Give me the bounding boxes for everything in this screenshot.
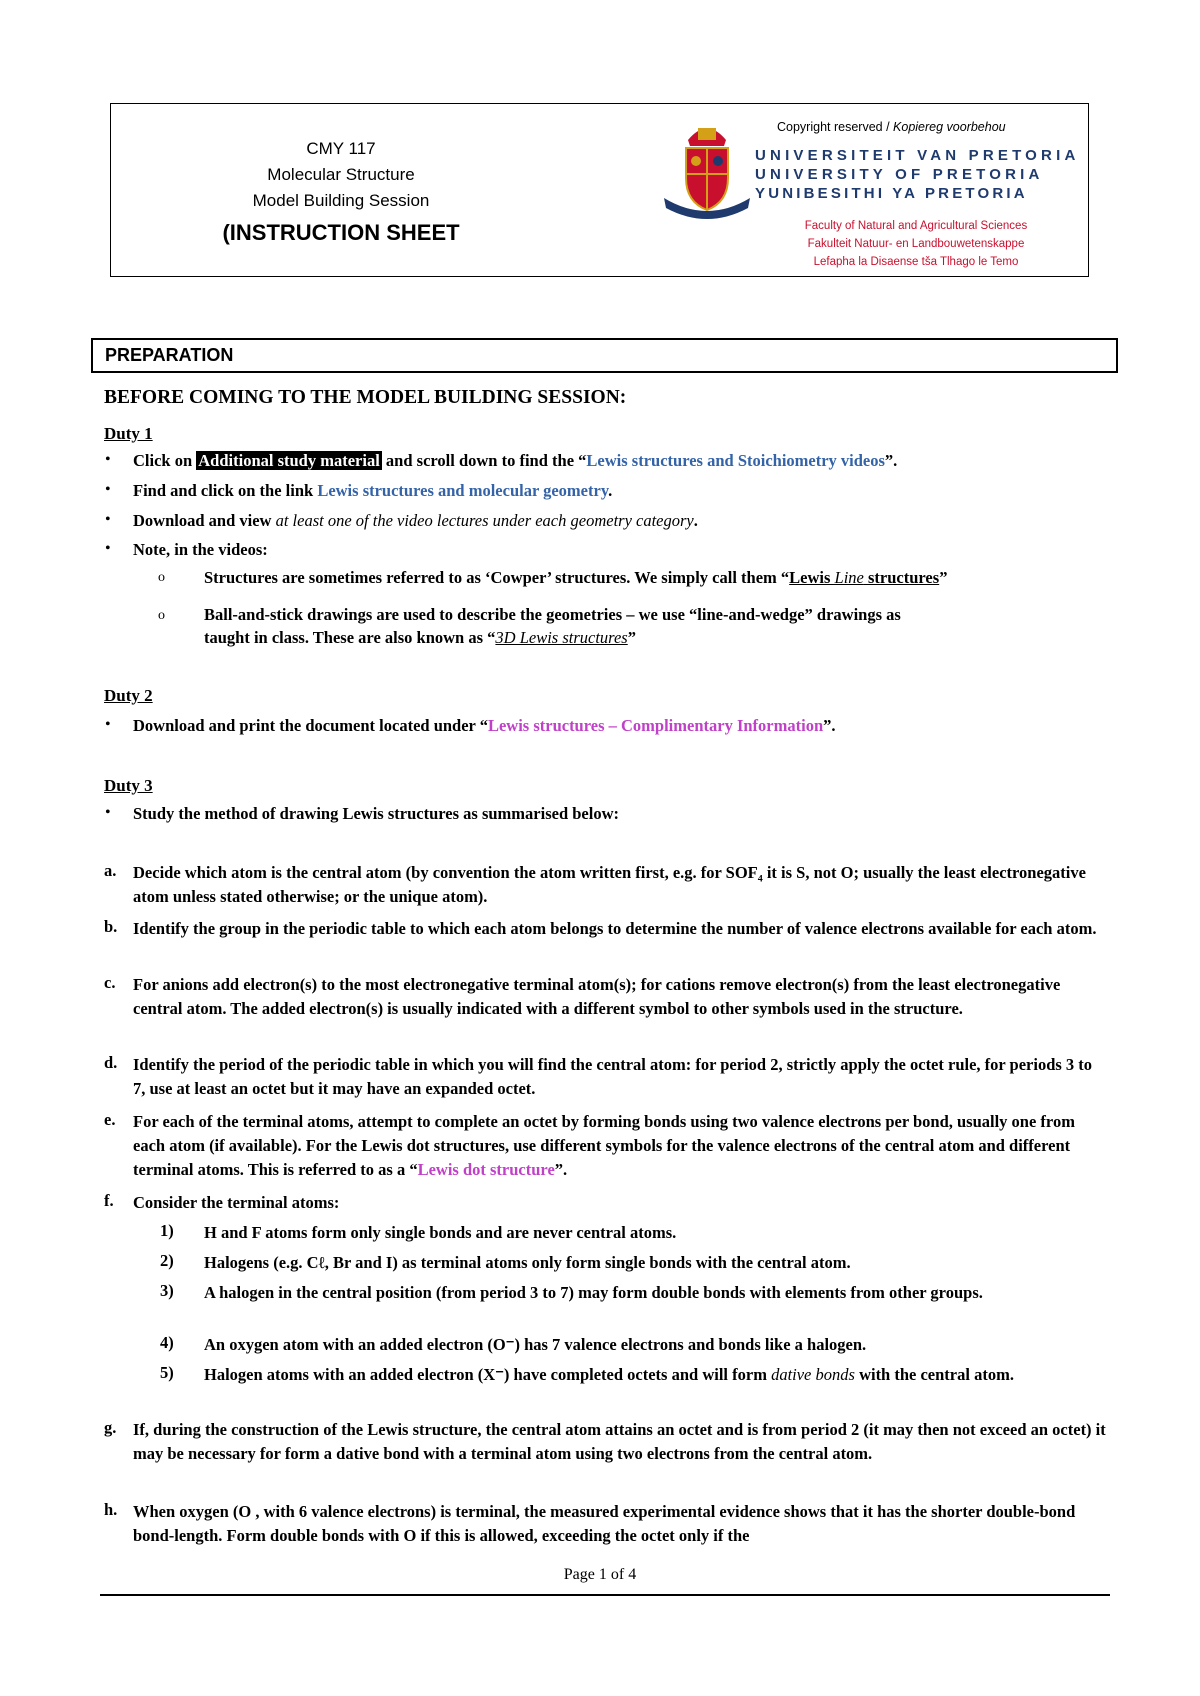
duty3-title: Duty 3	[104, 776, 153, 795]
sub-step-4: An oxygen atom with an added electron (O⁻) has 7 valence electrons and bonds like a halogen.	[204, 1335, 867, 1354]
bullet-icon: •	[105, 804, 111, 821]
duty2-title: Duty 2	[104, 686, 153, 705]
footer-rule	[100, 1594, 1110, 1596]
step-g: If, during the construction of the Lewis structure, the central atom attains an octet and is from period 2 (it may then not exceed an octet) it may be necessary for form a dative bond with a terminal atom using two electrons from the central atom.	[133, 1420, 1106, 1463]
step-label: e.	[104, 1110, 116, 1129]
sub-step-label: 3)	[160, 1281, 174, 1300]
faculty-nso: Lefapha la Disaense tša Tlhago le Temo	[813, 256, 1019, 268]
sub-step-1: H and F atoms form only single bonds and are never central atoms.	[204, 1223, 677, 1242]
duty1-sub2: Ball-and-stick drawings are used to describe the geometries – we use “line-and-wedge” drawings as	[204, 605, 901, 624]
bullet-icon: •	[105, 540, 111, 557]
sub-step-label: 4)	[160, 1333, 174, 1352]
university-name-af: UNIVERSITEIT VAN PRETORIA	[755, 147, 1080, 164]
preparation-heading: PREPARATION	[91, 338, 1118, 373]
university-name-zu: YUNIBESITHI YA PRETORIA	[755, 185, 1028, 202]
lewis-stoichiometry-videos-link[interactable]: Lewis structures and Stoichiometry videos	[586, 451, 885, 470]
copyright-en: Copyright reserved /	[777, 120, 894, 134]
duty2-item1: Download and print the document located under “Lewis structures – Complimentary Information”.	[133, 716, 836, 735]
session-title: Model Building Session	[252, 191, 430, 210]
duty3-item1: Study the method of drawing Lewis structures as summarised below:	[133, 804, 619, 823]
duty1-sub1: Structures are sometimes referred to as ‘Cowper’ structures. We simply call them “Lewis Line structures”	[204, 568, 948, 587]
sub-step-label: 5)	[160, 1363, 174, 1382]
bullet-icon: •	[105, 451, 111, 468]
lewis-geometry-link[interactable]: Lewis structures and molecular geometry	[317, 481, 609, 500]
course-subtitle: Molecular Structure	[267, 165, 415, 184]
sub-step-label: 1)	[160, 1221, 174, 1240]
duty1-item3: Download and view at least one of the video lectures under each geometry category.	[133, 511, 698, 530]
sub-step-3: A halogen in the central position (from period 3 to 7) may form double bonds with elements from other groups.	[204, 1283, 983, 1302]
duty1-sub2-cont: taught in class. These are also known as “3D Lewis structures”	[204, 628, 636, 647]
lewis-dot-structure-term: Lewis dot structure	[417, 1160, 555, 1179]
course-code: CMY 117	[306, 139, 376, 158]
sub-bullet-icon: o	[158, 570, 165, 585]
step-a: Decide which atom is the central atom (by convention the atom written first, e.g. for SOF₄ it is S, not O; usually the least electronegative atom unless stated otherwise; or the unique atom).	[133, 863, 1086, 906]
faculty-names	[751, 217, 1081, 271]
step-label: d.	[104, 1053, 118, 1072]
duty1-title: Duty 1	[104, 424, 153, 443]
bullet-icon: •	[105, 511, 111, 528]
bullet-icon: •	[105, 481, 111, 498]
step-label: h.	[104, 1500, 118, 1519]
step-label: b.	[104, 917, 118, 936]
university-name	[755, 146, 1080, 203]
faculty-en: Faculty of Natural and Agricultural Sciences	[804, 220, 1028, 232]
copyright-af: Kopiereg voorbehou	[893, 120, 1006, 134]
sub-step-2: Halogens (e.g. Cℓ, Br and I) as terminal atoms only form single bonds with the central atom.	[204, 1253, 851, 1272]
duty1-item4: Note, in the videos:	[133, 540, 268, 559]
header-box	[110, 103, 1089, 277]
step-f: Consider the terminal atoms:	[133, 1193, 340, 1212]
university-name-en: UNIVERSITY OF PRETORIA	[755, 166, 1044, 183]
additional-study-material-link[interactable]: Additional study material	[198, 451, 380, 470]
faculty-af: Fakulteit Natuur- en Landbouwetenskappe	[807, 238, 1025, 250]
step-d: Identify the period of the periodic table in which you will find the central atom: for period 2, strictly apply the octet rule, for periods 3 to 7, use at least an octet but it may have an expanded octet.	[133, 1055, 1093, 1098]
complimentary-info-link[interactable]: Lewis structures – Complimentary Information	[487, 716, 824, 735]
step-label: a.	[104, 861, 117, 880]
duty1-item2: Find and click on the link Lewis structures and molecular geometry.	[133, 481, 613, 500]
before-session-heading: BEFORE COMING TO THE MODEL BUILDING SESSION:	[104, 387, 627, 408]
step-label: c.	[104, 973, 116, 992]
bullet-icon: •	[105, 716, 111, 733]
step-label: g.	[104, 1418, 117, 1437]
sub-step-label: 2)	[160, 1251, 174, 1270]
step-b: Identify the group in the periodic table to which each atom belongs to determine the number of valence electrons available for each atom.	[133, 919, 1097, 938]
copyright-notice	[777, 120, 1006, 134]
instruction-sheet-title: (INSTRUCTION SHEET	[222, 220, 460, 245]
sub-bullet-icon: o	[158, 608, 165, 623]
course-title-block	[111, 136, 571, 246]
step-e: For each of the terminal atoms, attempt to complete an octet by forming bonds using two valence electrons per bond, usually one from each atom (if available). For the Lewis dot structures, use different symbols for the valence electrons of the central atom and different terminal atoms. This is referred to as a “Lewis dot structure”.	[133, 1112, 1075, 1179]
step-c: For anions add electron(s) to the most electronegative terminal atom(s); for cations remove electron(s) from the least electronegative central atom. The added electron(s) is usually indicated with a different symbol to other symbols used in the structure.	[133, 975, 1061, 1018]
step-label: f.	[104, 1191, 114, 1210]
step-h: When oxygen (O , with 6 valence electrons) is terminal, the measured experimental evidence shows that it has the shorter double-bond bond-length. Form double bonds with O if this is allowed, exceeding the octet only if the	[133, 1502, 1076, 1545]
sub-step-5: Halogen atoms with an added electron (X⁻) have completed octets and will form dative bonds with the central atom.	[204, 1365, 1014, 1384]
page-number: Page 1 of 4	[563, 1566, 637, 1583]
university-crest-logo	[658, 112, 756, 222]
duty1-item1: Click on Additional study material and scroll down to find the “Lewis structures and Stoichiometry videos”.	[133, 451, 898, 470]
